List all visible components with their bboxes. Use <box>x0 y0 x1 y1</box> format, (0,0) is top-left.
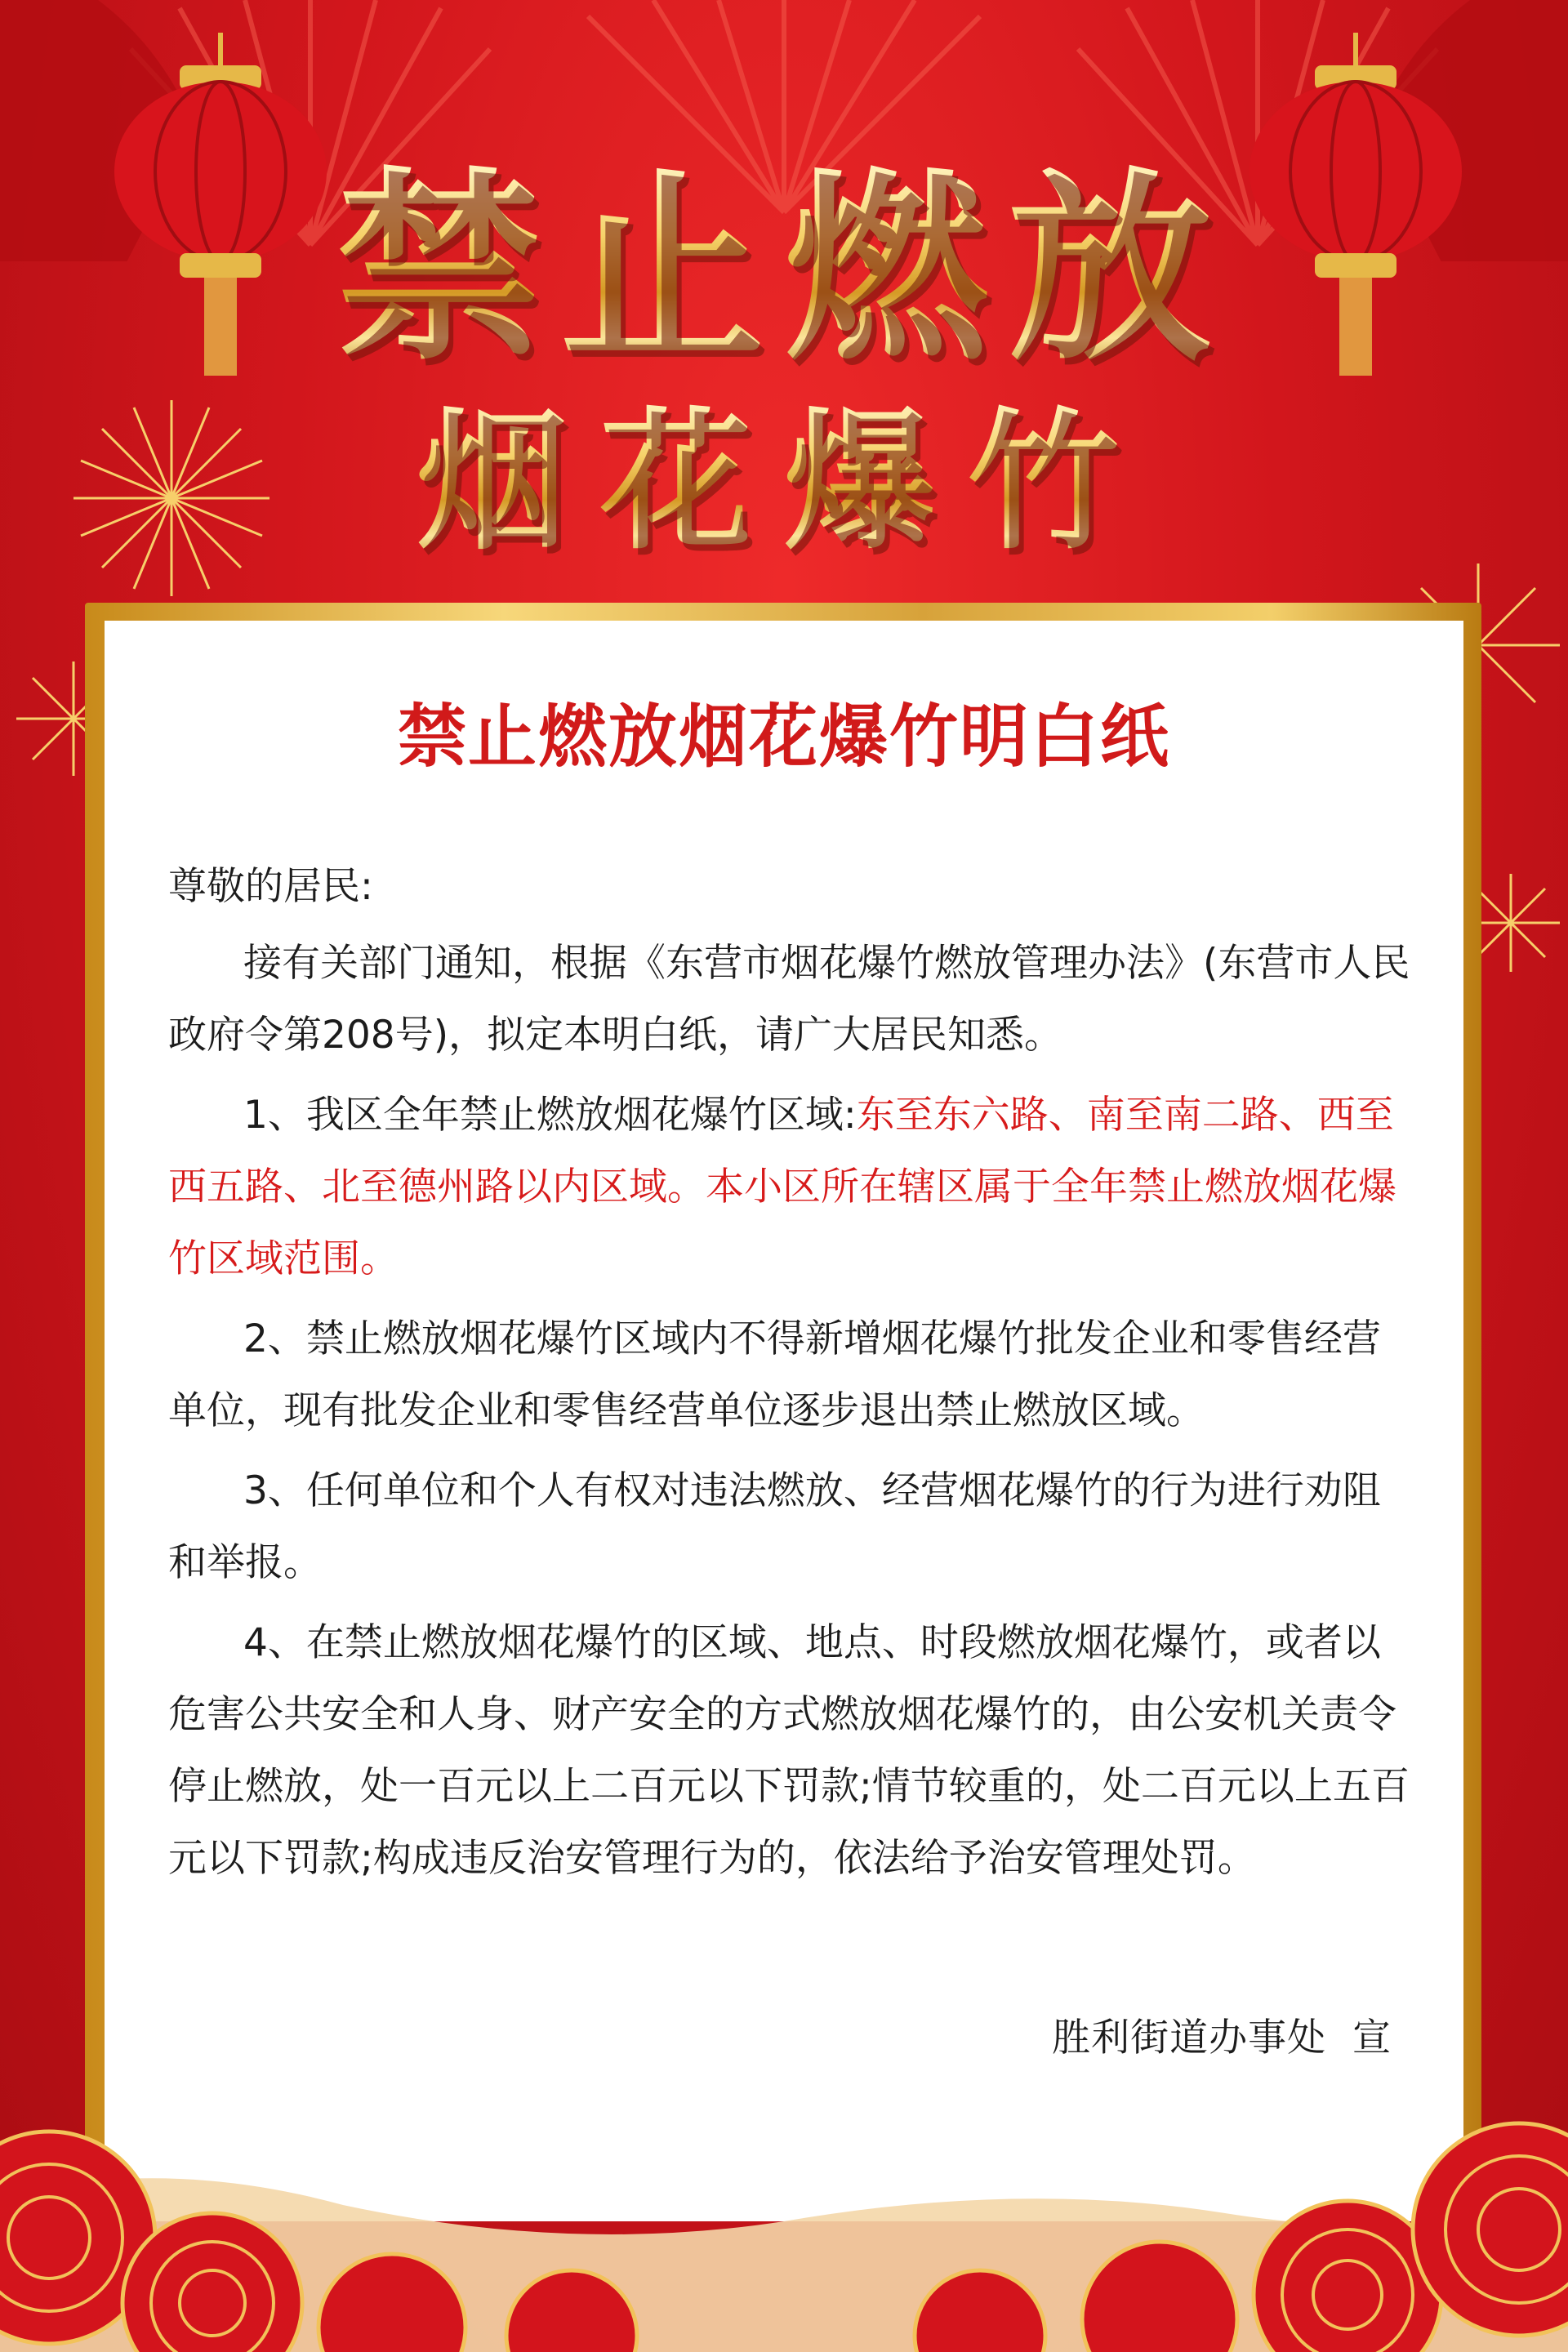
item-1 <box>168 1080 1418 1295</box>
item-1-prefix: 1、我区全年禁止燃放烟花爆竹区域: <box>243 1093 857 1138</box>
signature: 胜利街道办事处 宣 <box>1052 2016 1392 2060</box>
notice-body <box>168 851 1418 1895</box>
greeting: 尊敬的居民: <box>168 864 373 909</box>
banner-title-line2: 烟花爆竹 <box>0 392 1568 572</box>
intro-paragraph: 接有关部门通知，根据《东营市烟花爆竹燃放管理办法》(东营市人民政府令第208号)，拟定本明白纸，请广大居民知悉。 <box>168 941 1410 1058</box>
notice-heading: 禁止燃放烟花爆竹明白纸 <box>397 697 1170 777</box>
item-1-highlight: 东至东六路、南至南二路、西至西五路、北至德州路以内区域。本小区所在辖区属于全年禁止燃放烟花爆竹区域范围。 <box>168 1093 1396 1281</box>
cloud-swirl-decoration <box>0 2058 1568 2352</box>
item-4: 4、在禁止燃放烟花爆竹的区域、地点、时段燃放烟花爆竹，或者以危害公共安全和人身、财产安全的方式燃放烟花爆竹的，由公安机关责令停止燃放，处一百元以上二百元以下罚款;情节较重的，处二百元以上五百元以下罚款;构成违反治安管理行为的，依法给予治安管理处罚。 <box>168 1620 1410 1881</box>
item-2: 2、禁止燃放烟花爆竹区域内不得新增烟花爆竹批发企业和零售经营单位，现有批发企业和零售经营单位逐步退出禁止燃放区域。 <box>168 1316 1381 1433</box>
banner-title-line1: 禁止燃放 <box>0 155 1568 384</box>
item-3: 3、任何单位和个人有权对违法燃放、经营烟花爆竹的行为进行劝阻和举报。 <box>168 1468 1381 1585</box>
